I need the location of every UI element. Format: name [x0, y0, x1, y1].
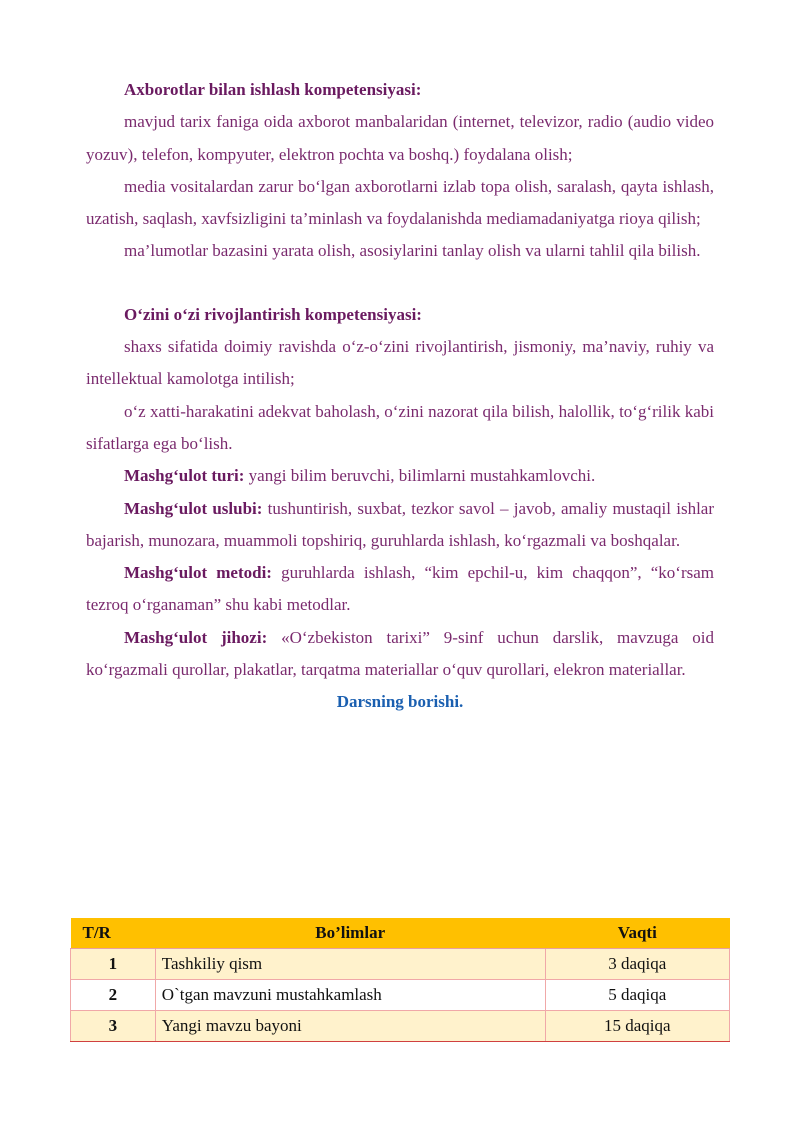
lesson-type-text: yangi bilim beruvchi, bilimlarni mustahkamlovchi.: [244, 466, 596, 486]
table-row: [71, 980, 730, 1011]
section-heading-self-development: O‘zini o‘zi rivojlantirish kompetensiyasi:: [124, 304, 422, 324]
lesson-plan-table: [70, 918, 730, 1042]
lesson-style-text: tushuntirish, suxbat, tezkor savol – javob, amaliy mustaqil ishlar bajarish, munozara, muammoli topshiriq, guruhlarda ishlash, ko‘rgazmali va boshqalar.: [86, 498, 714, 550]
row-section: Tashkiliy qism: [155, 949, 545, 980]
lesson-type-label: Mashg‘ulot turi:: [124, 466, 245, 486]
lesson-equipment-text: «O‘zbekiston tarixi” 9-sinf uchun darslik, mavzuga oid ko‘rgazmali qurollar, plakatlar, tarqatma materiallar o‘quv qurollari, elekron materiallar.: [86, 627, 714, 680]
row-number: 3: [71, 1011, 156, 1042]
document-page: [86, 74, 714, 718]
row-section: O`tgan mavzuni mustahkamlash: [155, 980, 545, 1011]
lesson-method-text: guruhlarda ishlash, “kim epchil-u, kim chaqqon”, “ko‘rsam tezroq o‘rganaman” shu kabi metodlar.: [86, 563, 714, 615]
row-section: Yangi mavzu bayoni: [155, 1011, 545, 1042]
paragraph-database: ma’lumotlar bazasini yarata olish, asosiylarini tanlay olish va ularni tahlil qila bilish.: [124, 241, 701, 261]
section-heading-information: Axborotlar bilan ishlash kompetensiyasi:: [124, 80, 422, 99]
row-time: 15 daqiqa: [545, 1011, 729, 1042]
paragraph-media-tools: media vositalardan zarur bo‘lgan axborotlarni izlab topa olish, saralash, qayta ishlash, uzatish, saqlash, xavfsizligini ta’minlash va foydalanishda mediamadaniyatga rioya qilish;: [86, 176, 714, 229]
row-number: 2: [71, 980, 156, 1011]
paragraph-info-sources: mavjud tarix faniga oida axborot manbalaridan (internet, televizor, radio (audio video yozuv), telefon, kompyuter, elektron pochta va boshq.) foydalana olish;: [86, 112, 714, 164]
row-time: 5 daqiqa: [545, 980, 729, 1011]
table-header-number: T/R: [71, 918, 156, 949]
lesson-progress-title: Darsning borishi.: [336, 692, 464, 712]
table-row: [71, 1011, 730, 1042]
table-row: [71, 949, 730, 980]
paragraph-self-growth: shaxs sifatida doimiy ravishda o‘z-o‘zini rivojlantirish, jismoniy, ma’naviy, ruhiy va intellektual kamolotga intilish;: [86, 337, 714, 389]
lesson-style-label: Mashg‘ulot uslubi:: [124, 498, 263, 518]
row-time: 3 daqiqa: [545, 949, 729, 980]
lesson-equipment-label: Mashg‘ulot jihozi:: [124, 627, 268, 647]
table-header-sections: Bo’limlar: [155, 918, 545, 949]
row-number: 1: [71, 949, 156, 980]
lesson-style: [86, 493, 714, 558]
lesson-equipment: [86, 622, 714, 687]
spacer: [86, 268, 714, 299]
table-header-row: [71, 918, 730, 949]
lesson-method-label: Mashg‘ulot metodi:: [124, 563, 272, 583]
lesson-method: [86, 557, 714, 622]
lesson-type: [86, 460, 714, 492]
table-header-time: Vaqti: [545, 918, 729, 949]
paragraph-self-assessment: o‘z xatti-harakatini adekvat baholash, o‘zini nazorat qila bilish, halollik, to‘g‘rilik kabi sifatlarga ega bo‘lish.: [86, 401, 714, 453]
